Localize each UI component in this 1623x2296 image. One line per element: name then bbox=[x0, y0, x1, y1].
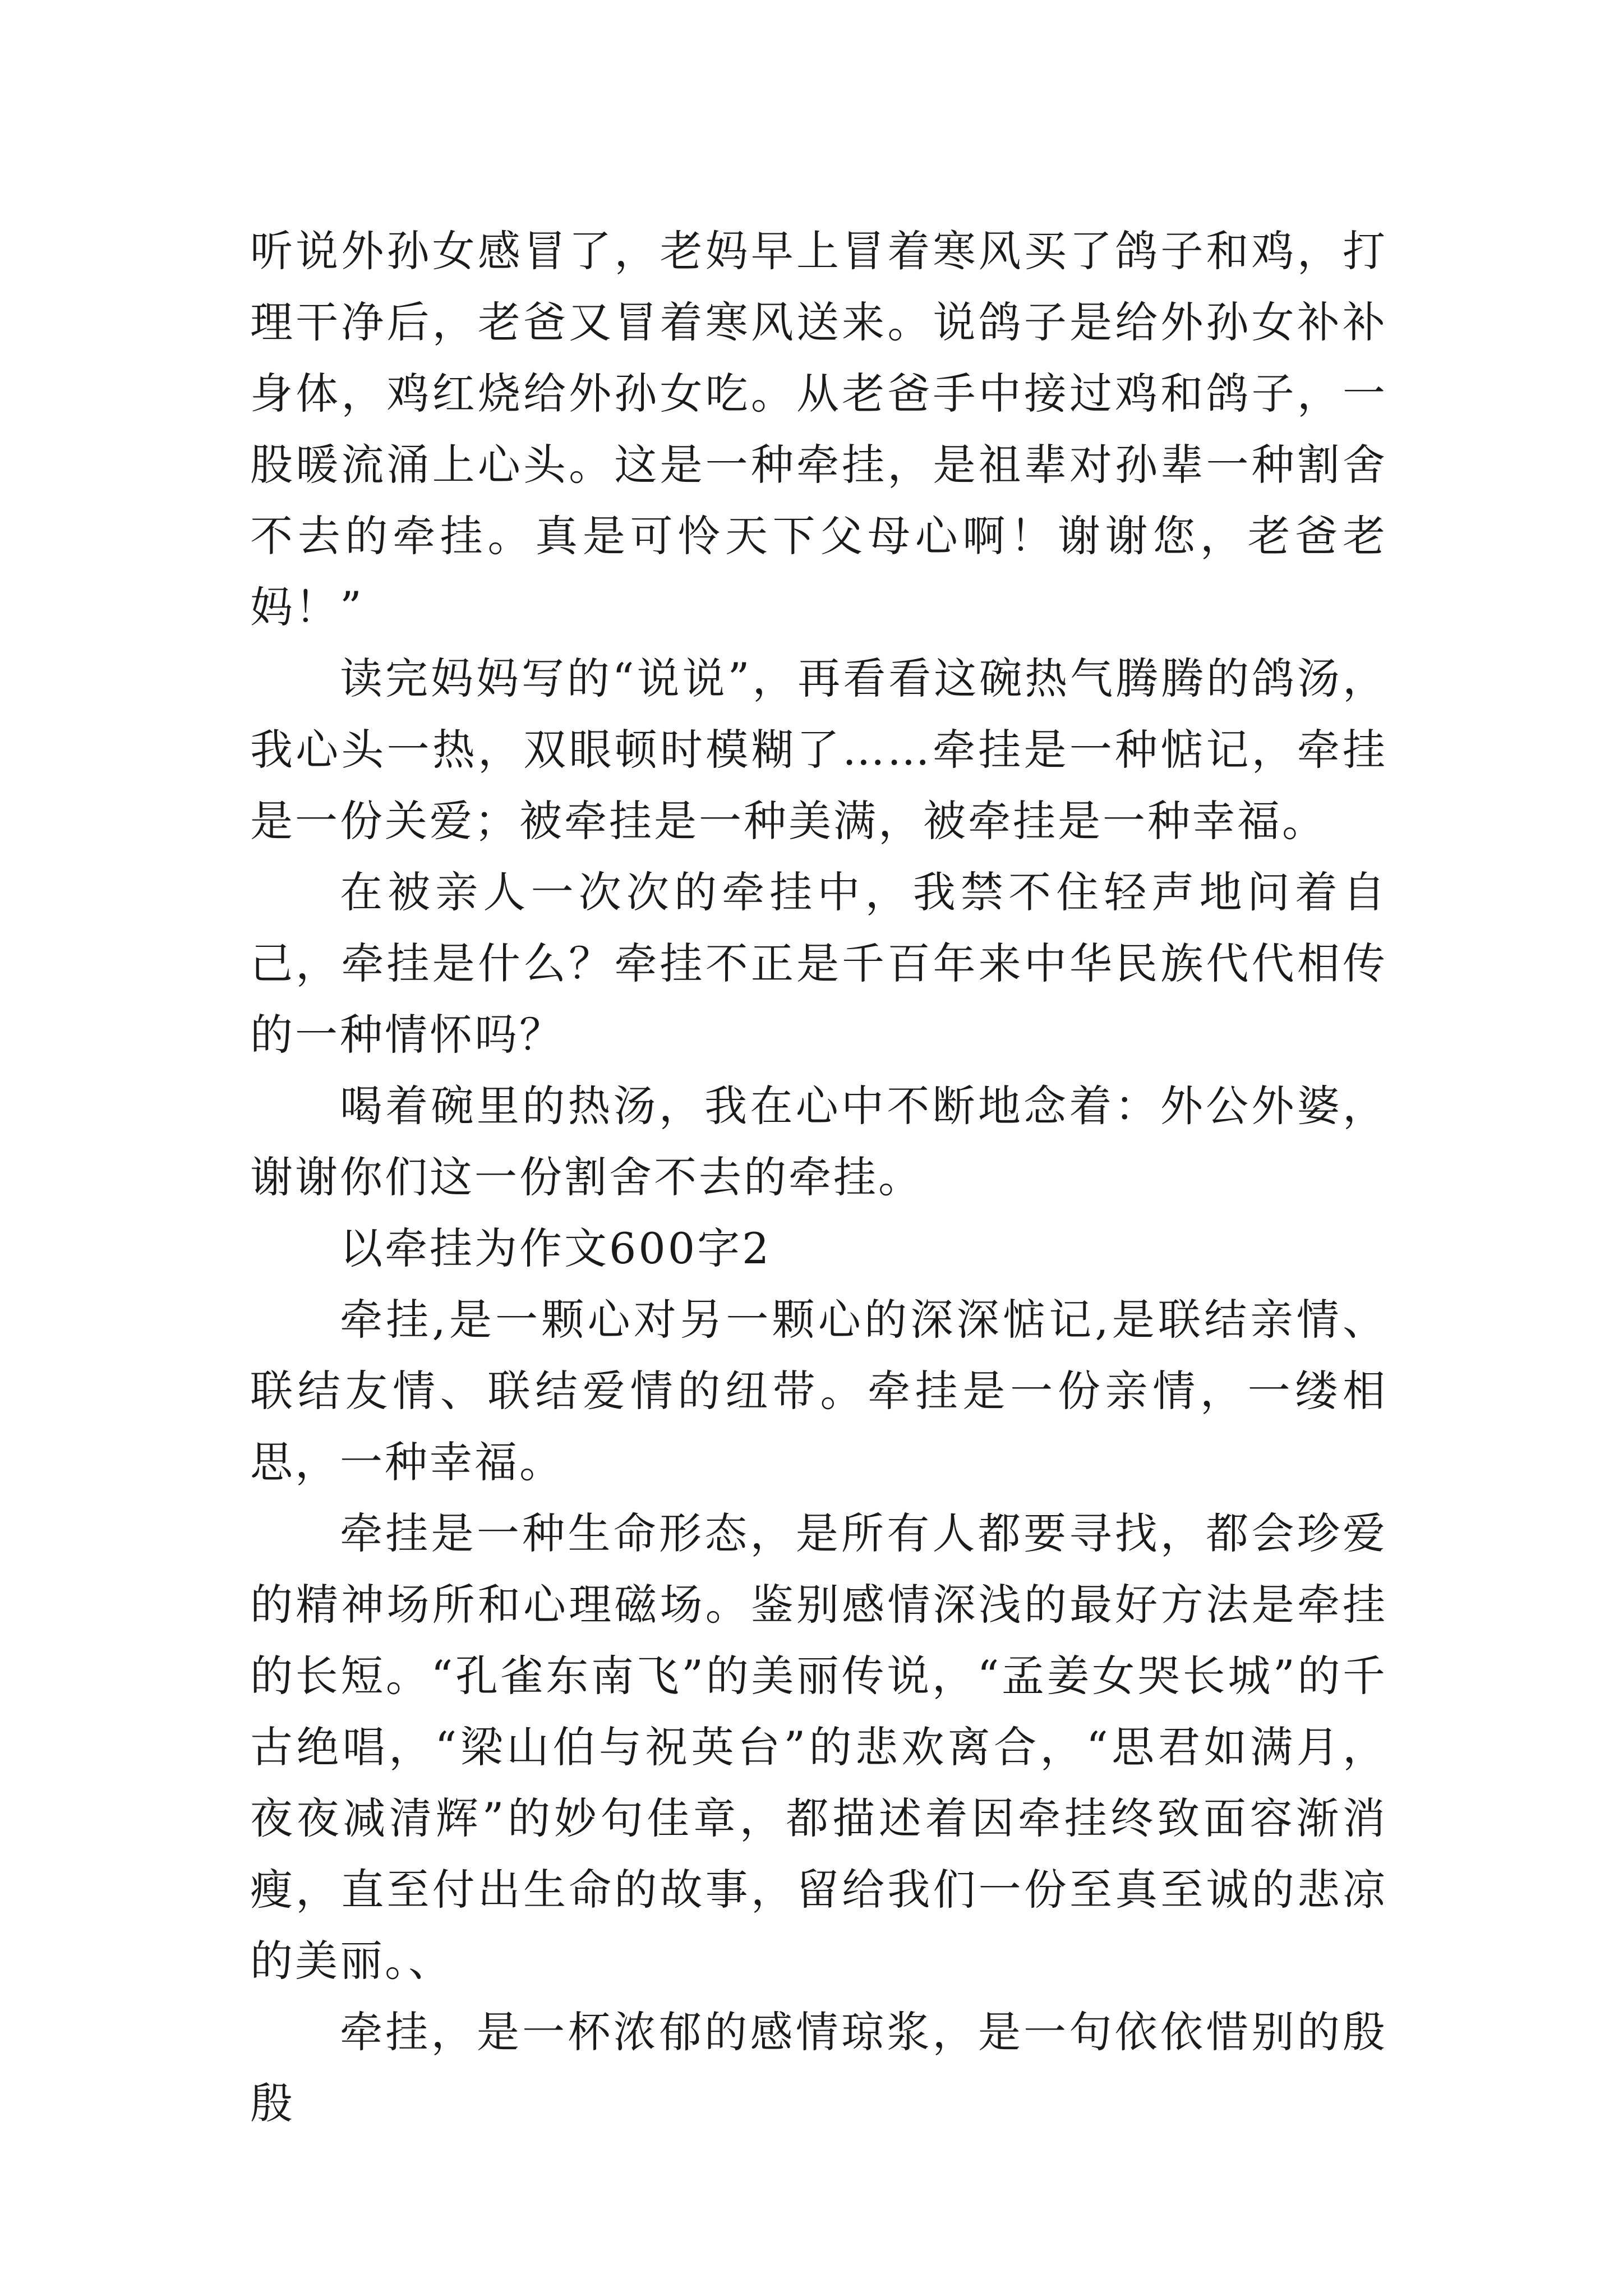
document-body bbox=[250, 215, 1387, 2139]
paragraph: 牵挂,是一颗心对另一颗心的深深惦记,是联结亲情、联结友情、联结爱情的纽带。牵挂是一份亲情，一缕相思，一种幸福。 bbox=[250, 1295, 1387, 1487]
paragraph: 喝着碗里的热汤，我在心中不断地念着：外公外婆，谢谢你们这一份割舍不去的牵挂。 bbox=[250, 1081, 1387, 1202]
paragraph: 牵挂，是一杯浓郁的感情琼浆，是一句依依惜别的殷殷 bbox=[250, 2007, 1387, 2128]
paragraph-continued: 听说外孙女感冒了，老妈早上冒着寒风买了鸽子和鸡，打理干净后，老爸又冒着寒风送来。说鸽子是给外孙女补补身体，鸡红烧给外孙女吃。从老爸手中接过鸡和鸽子，一股暖流涌上心头。这是一种牵挂，是祖辈对孙辈一种割舍不去的牵挂。真是可怜天下父母心啊！谢谢您，老爸老妈！” bbox=[250, 226, 1387, 632]
paragraph: 牵挂是一种生命形态，是所有人都要寻找，都会珍爱的精神场所和心理磁场。鉴别感情深浅的最好方法是牵挂的长短。“孔雀东南飞”的美丽传说，“孟姜女哭长城”的千古绝唱，“梁山伯与祝英台”的悲欢离合，“思君如满月，夜夜减清辉”的妙句佳章，都描述着因牵挂终致面容渐消瘦，直至付出生命的故事，留给我们一份至真至诚的悲凉的美丽。、 bbox=[250, 1508, 1387, 1986]
paragraph: 在被亲人一次次的牵挂中，我禁不住轻声地问着自己，牵挂是什么？牵挂不正是千百年来中华民族代代相传的一种情怀吗？ bbox=[250, 867, 1387, 1060]
paragraph: 读完妈妈写的“说说”，再看看这碗热气腾腾的鸽汤，我心头一热，双眼顿时模糊了……牵挂是一种惦记，牵挂是一份关爱；被牵挂是一种美满，被牵挂是一种幸福。 bbox=[250, 654, 1387, 846]
section-heading: 以牵挂为作文600字2 bbox=[340, 1223, 772, 1273]
